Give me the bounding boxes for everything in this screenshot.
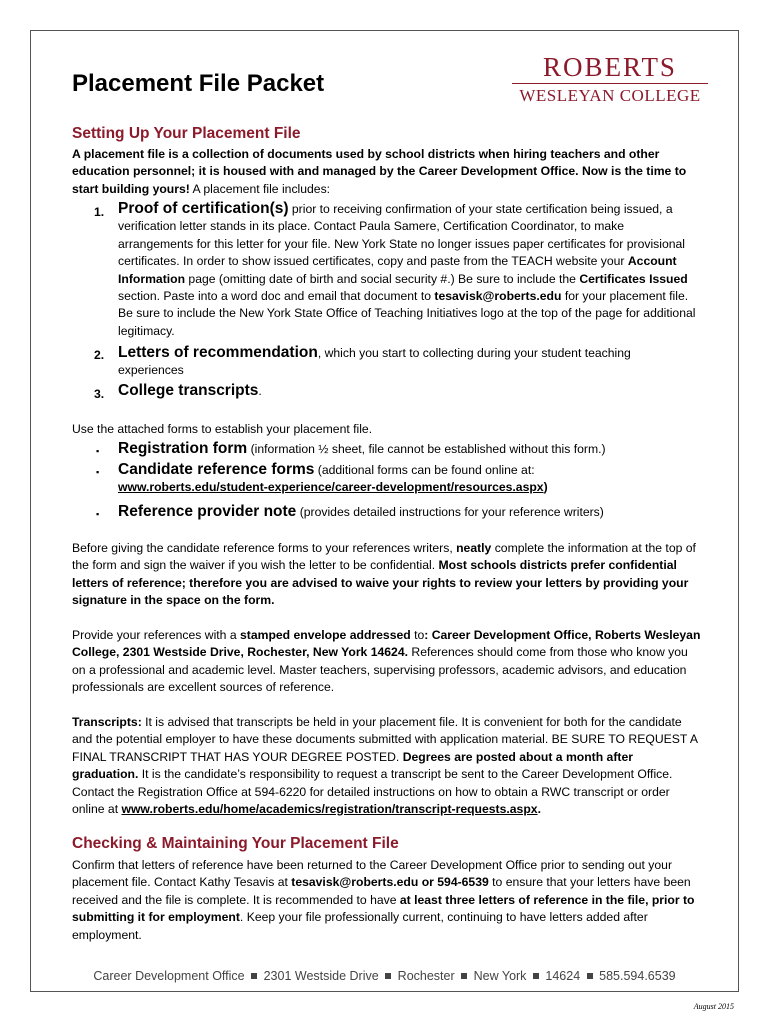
- college-logo: [510, 52, 710, 106]
- contact-email-phone: tesavisk@roberts.edu or 594-6539: [291, 875, 489, 890]
- form-text: ): [543, 480, 548, 495]
- logo-line-wesleyan: WESLEYAN COLLEGE: [519, 86, 701, 105]
- form-title: Registration form: [118, 440, 248, 457]
- para-text: complete the information at the top of the form and sign the waiver if you wish the letter to be confidential.: [72, 541, 696, 573]
- form-title: Reference provider note: [118, 503, 297, 520]
- logo-line-roberts: ROBERTS: [543, 52, 677, 82]
- item-letters-of-recommendation: [118, 344, 698, 380]
- para-text: . Keep your file professionally current, continuing to have letters added after employment.: [72, 910, 648, 942]
- footer-zip: 14624: [545, 969, 581, 983]
- form-title: Candidate reference forms: [118, 461, 315, 478]
- item-text: page (omitting date of birth and social security #.) Be sure to include the: [185, 271, 580, 286]
- para-bold-address: : Career Development Office, Roberts Wesleyan College, 2301 Westside Drive, Rochester, New York 14624.: [72, 628, 701, 660]
- square-separator-icon: [587, 973, 593, 979]
- square-separator-icon: [533, 973, 539, 979]
- para-text: to: [410, 628, 425, 642]
- para-text: .: [537, 802, 541, 817]
- form-text: (additional forms can be found online at:: [314, 463, 535, 477]
- page-title: Placement File Packet: [72, 70, 325, 97]
- item-bold: Account Information: [118, 254, 677, 286]
- form-reference-provider-note: [118, 503, 698, 521]
- footer-phone: 585.594.6539: [599, 969, 676, 983]
- item-text: , which you start to collecting during your student teaching experiences: [118, 346, 631, 378]
- item-college-transcripts: [118, 382, 698, 400]
- paragraph-before-giving: [72, 540, 702, 610]
- footer-street: 2301 Westside Drive: [263, 969, 379, 983]
- para-bold: at least three letters of reference in the file, prior to submitting it for employment: [72, 892, 695, 925]
- bullet-icon: ▪: [96, 467, 100, 477]
- item-text: section. Paste into a word doc and email that document to: [118, 289, 435, 304]
- intro-bold: A placement file is a collection of documents used by school districts when hiring teachers and other education personnel; it is housed with and managed by the Career Development Office. Now is the time to start building yours!: [72, 147, 687, 196]
- resources-link[interactable]: www.roberts.edu/student-experience/career-development/resources.aspx: [118, 480, 544, 495]
- document-date: August 2015: [693, 1002, 734, 1011]
- item-text: prior to receiving confirmation of your state certification being issued, a verification letter stands in its place. Contact Paula Samere, Certification Coordinator, to make arrangements for this letter for your file. New York State no longer issues paper certificates for provisional certificates. In order to show issued certificates, copy and paste from the TEACH website your: [118, 202, 685, 269]
- item-bold: Certificates Issued: [579, 271, 688, 286]
- item-title: Letters of recommendation: [118, 344, 318, 361]
- item-number: 3.: [94, 387, 105, 401]
- paragraph-checking: [72, 857, 702, 944]
- section-heading-setup: Setting Up Your Placement File: [72, 125, 301, 142]
- para-text: It is the candidate’s responsibility to request a transcript be sent to the Career Development Office. Contact the Registration Office at 594-6220 for detailed instructions on how to obtain a RWC transcript or order online at: [72, 767, 673, 817]
- bullet-icon: ▪: [96, 446, 100, 456]
- form-text: (provides detailed instructions for your reference writers): [296, 505, 604, 519]
- para-bold: Most schools districts prefer confidential letters of reference; therefore you are advised to waive your rights to review your letters by providing your signature in the space on the form.: [72, 558, 689, 608]
- intro-paragraph: [72, 146, 702, 198]
- para-text: Provide your references with a: [72, 628, 240, 642]
- section-heading-checking: Checking & Maintaining Your Placement File: [72, 835, 399, 852]
- para-text: It is advised that transcripts be held in your placement file. It is convenient for both for the candidate and the potential employer to have these documents submitted with application material. BE SURE TO REQUEST A FINAL TRANSCRIPT THAT HAS YOUR DEGREE POSTED.: [72, 715, 698, 764]
- item-number: 2.: [94, 348, 105, 362]
- footer-city: Rochester: [397, 969, 455, 983]
- para-bold: Degrees are posted about a month after graduation.: [72, 749, 633, 782]
- item-number: 1.: [94, 205, 105, 219]
- item-title: Proof of certification(s): [118, 200, 289, 217]
- para-bold: neatly: [456, 541, 492, 555]
- square-separator-icon: [461, 973, 467, 979]
- paragraph-provide-references: [72, 627, 702, 697]
- intro-rest: A placement file includes:: [189, 181, 331, 196]
- forms-intro: Use the attached forms to establish your placement file.: [72, 422, 373, 436]
- form-candidate-reference: [118, 461, 698, 497]
- para-bold: stamped envelope addressed: [240, 628, 411, 642]
- para-text: Confirm that letters of reference have been returned to the Career Development Office prior to sending out your placement file. Contact Kathy Tesavis at: [72, 858, 672, 890]
- paragraph-transcripts: [72, 714, 702, 818]
- square-separator-icon: [251, 973, 257, 979]
- para-text: References should come from those who know you on a professional and academic level. Master teachers, supervising professors, academic advisors, and education professionals are excellent sources of reference.: [72, 645, 688, 695]
- footer-address: [30, 969, 739, 983]
- form-text: (information ½ sheet, file cannot be established without this form.): [247, 442, 606, 456]
- form-registration: [118, 440, 698, 458]
- para-bold: Transcripts:: [72, 715, 142, 729]
- footer-office: Career Development Office: [93, 969, 245, 983]
- transcript-requests-link[interactable]: www.roberts.edu/home/academics/registration/transcript-requests.aspx: [121, 802, 538, 817]
- para-text: to ensure that your letters have been received and the file is complete. It is recommended to have: [72, 875, 691, 907]
- square-separator-icon: [385, 973, 391, 979]
- item-email: tesavisk@roberts.edu: [434, 289, 562, 304]
- item-proof-of-certification: [118, 200, 698, 340]
- item-title: College transcripts: [118, 382, 259, 399]
- bullet-icon: ▪: [96, 509, 100, 519]
- logo-rule: [512, 83, 708, 84]
- footer-state: New York: [473, 969, 527, 983]
- para-text: Before giving the candidate reference forms to your references writers,: [72, 541, 457, 555]
- item-text: for your placement file. Be sure to include the New York State Office of Teaching Initiatives logo at the top of the page for additional legitimacy.: [118, 289, 696, 338]
- item-text: .: [258, 384, 262, 398]
